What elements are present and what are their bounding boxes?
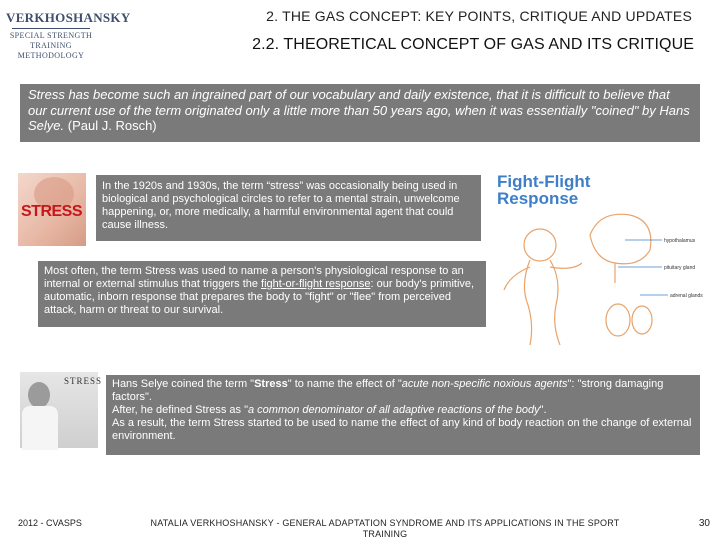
stress-photo <box>18 173 86 246</box>
selye-p2-before: After, he defined Stress as " <box>112 404 248 416</box>
rosch-quote-box <box>20 84 700 142</box>
fight-flight-title <box>497 173 590 207</box>
selye-p1-after: ": "strong damaging factors". <box>112 378 664 403</box>
history-box <box>96 175 481 241</box>
footer-author-title: NATALIA VERKHOSHANSKY - GENERAL ADAPTATION SYNDROME AND ITS APPLICATIONS IN THE SPORT TRAINING <box>150 518 620 539</box>
fof-text-after: : our body's primitive, automatic, inborn response that prepares the body to "fight" or "flee" from perceived attack, harm or threat to our survival. <box>44 278 475 316</box>
page-number: 30 <box>698 518 710 529</box>
label-pituitary: pituitary gland <box>664 265 696 271</box>
brain-outline <box>590 214 652 336</box>
selye-p1-before: Hans Selye coined the term " <box>112 378 255 390</box>
selye-photo-body <box>22 406 58 450</box>
logo-divider <box>12 28 90 29</box>
selye-p1-bold: Stress <box>254 378 288 390</box>
verkhoshansky-logo <box>6 6 131 66</box>
selye-photo <box>20 372 103 448</box>
quote-text: Stress has become such an ingrained part of our vocabulary and daily existence, that it is difficult to believe that our current use of the term originated only a little more than 50 years ago, when it was essentially "coined" by Hans Selye. <box>28 87 690 133</box>
selye-p2-after: ". <box>539 404 547 416</box>
slide-title: 2.2. THEORETICAL CONCEPT OF GAS AND ITS CRITIQUE <box>252 36 694 53</box>
logo-line-1: VERKHOSHANSKY <box>6 10 131 25</box>
fight-flight-title-line-1: Fight-Flight <box>497 172 591 191</box>
selye-paragraph-1 <box>112 378 694 404</box>
fight-flight-illustration <box>490 205 710 355</box>
label-adrenal: adrenal glands <box>670 293 703 299</box>
logo-line-2: SPECIAL STRENGTH TRAINING <box>9 31 93 50</box>
selye-photo-word: STRESS <box>64 376 103 386</box>
selye-p1-italic: acute non-specific noxious agents <box>401 378 568 390</box>
section-title: 2. THE GAS CONCEPT: KEY POINTS, CRITIQUE AND UPDATES <box>266 8 692 24</box>
selye-photo-head <box>28 382 50 408</box>
pointer-lines <box>618 240 668 295</box>
label-hypothalamus: hypothalamus <box>664 238 696 244</box>
selye-paragraph-3: As a result, the term Stress started to be used to name the effect of any kind of body reaction on the change of external environment. <box>112 417 692 442</box>
header <box>0 0 720 66</box>
logo-line-3: METHODOLOGY <box>17 51 85 60</box>
stress-photo-word: STRESS <box>21 203 83 220</box>
selye-box <box>106 375 700 455</box>
fight-or-flight-box <box>38 261 486 327</box>
selye-p1-mid: " to name the effect of " <box>287 378 402 390</box>
selye-p2-italic: a common denominator of all adaptive reactions of the body <box>247 404 540 416</box>
body-outline <box>504 229 582 345</box>
footer-year: 2012 - CVASPS <box>18 518 82 528</box>
fight-or-flight-link[interactable]: fight-or-flight response <box>261 278 371 290</box>
fight-flight-title-line-2: Response <box>497 189 579 208</box>
quote-author: (Paul J. Rosch) <box>67 118 157 133</box>
selye-paragraph-2 <box>112 404 694 417</box>
history-text: In the 1920s and 1930s, the term “stress” was occasionally being used in biological and psychological circles to refer to a mental strain, unwelcome happening, or, more medically, a harmful environmental agent that could cause illness. <box>102 180 460 231</box>
fof-text-before: Most often, the term Stress was used to name a person's physiological response to an internal or external stimulus that triggers the <box>44 265 464 290</box>
